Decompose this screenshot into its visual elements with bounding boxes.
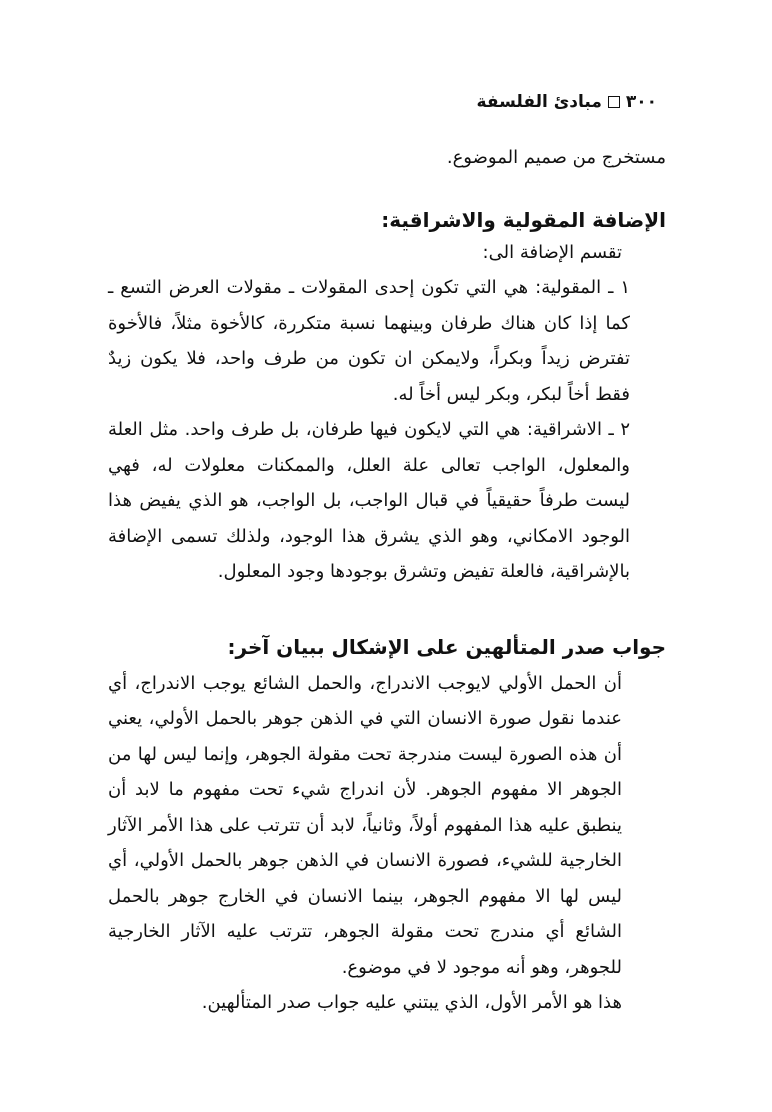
intro-line: مستخرج من صميم الموضوع. [446, 147, 666, 168]
paragraph-closing: هذا هو الأمر الأول، الذي يبتني عليه جواب صدر المتألهين. [201, 992, 622, 1013]
page-content [108, 140, 666, 1021]
square-separator-icon [608, 96, 620, 108]
paragraph-categorical: ١ ـ المقولية: هي التي تكون إحدى المقولات ـ مقولات العرض التسع ـ كما إذا كان هناك طرفان وبينهما نسبة متكررة، كالأخوة مثلاً، فالأخوة تفترض زيداً وبكراً، ولايمكن ان تكون من طرف واحد، فلا يكون زيدٌ فقط أخاً لبكر، وبكر ليس أخاً له. [108, 277, 630, 405]
running-header [477, 92, 657, 112]
section-heading-mulla-sadra-answer: جواب صدر المتألهين على الإشكال ببيان آخر: [227, 634, 666, 659]
section-heading-relation-types: الإضافة المقولية والاشراقية: [381, 207, 666, 232]
section-lead: تقسم الإضافة الى: [482, 241, 622, 263]
book-title: مبادئ الفلسفة [476, 92, 602, 112]
paragraph-illuminative: ٢ ـ الاشراقية: هي التي لايكون فيها طرفان، بل طرف واحد. مثل العلة والمعلول، الواجب تعالى علة العلل، والممكنات معلولات له، فهي ليست طرفاً حقيقياً في قبال الواجب، بل الواجب، هو الذي يفيض هذا الوجود الامكاني، وهو الذي يشرق هذا الوجود، ولذلك تسمى الإضافة بالإشراقية، فالعلة تفيض وتشرق بوجودها وجود المعلول. [108, 419, 630, 582]
page-number: ٣٠٠ [625, 92, 657, 112]
paragraph-predication: أن الحمل الأولي لايوجب الاندراج، والحمل الشائع يوجب الاندراج، أي عندما نقول صورة الانسان التي في الذهن جوهر بالحمل الأولي، يعني أن هذه الصورة ليست مندرجة تحت مقولة الجوهر، وإنما ليس لها من الجوهر الا مفهوم الجوهر. لأن اندراج شيء تحت مفهوم ما لابد أن ينطبق عليه هذا المفهوم أولاً، وثانياً، لابد أن تترتب على هذا الأمر الآثار الخارجية للشيء، فصورة الانسان في الذهن جوهر بالحمل الأولي، أي ليس لها الا مفهوم الجوهر، بينما الانسان في الخارج جوهر بالحمل الشائع أي مندرج تحت مقولة الجوهر، تترتب عليه الآثار الخارجية للجوهر، وهو أنه موجود لا في موضوع. [108, 672, 622, 978]
